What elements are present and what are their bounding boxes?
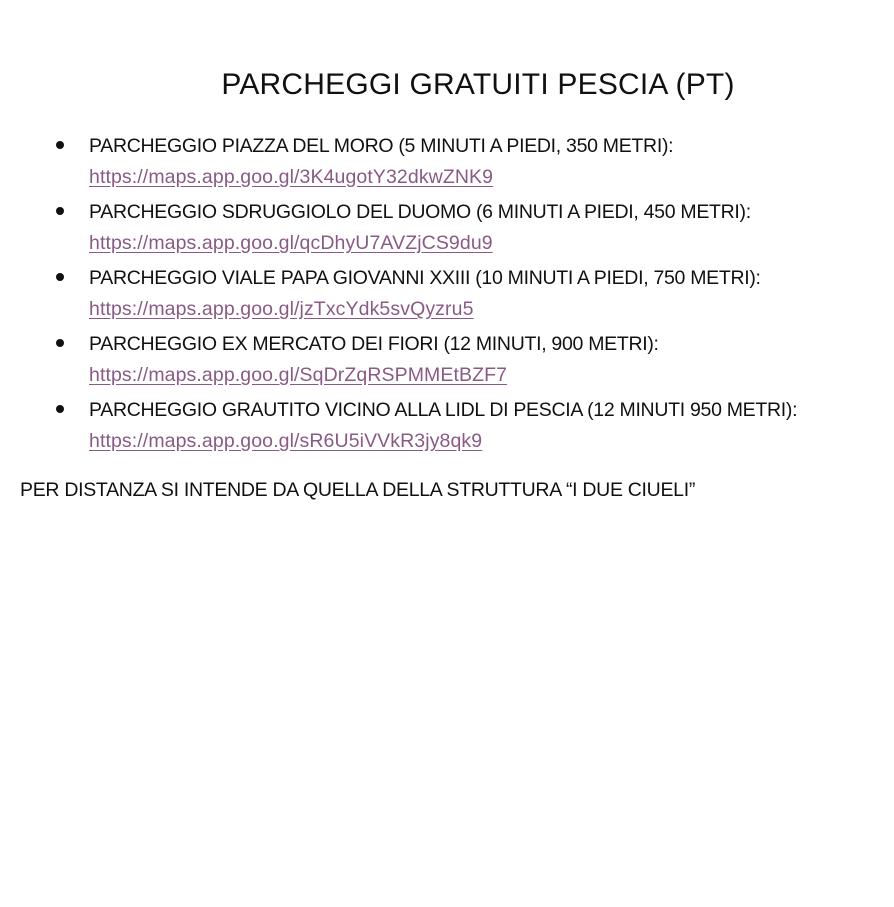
parking-description: PARCHEGGIO EX MERCATO DEI FIORI (12 MINUTI, 900 METRI):: [89, 333, 659, 355]
list-item: [0, 198, 797, 264]
maps-link[interactable]: https://maps.app.goo.gl/SqDrZqRSPMMEtBZF7: [89, 364, 508, 386]
bullet-icon: [56, 207, 64, 215]
parking-list: [0, 132, 797, 462]
parking-description: PARCHEGGIO SDRUGGIOLO DEL DUOMO (6 MINUTI A PIEDI, 450 METRI):: [89, 201, 751, 223]
bullet-icon: [56, 405, 64, 413]
list-item: [0, 132, 797, 198]
bullet-icon: [56, 141, 64, 149]
maps-link[interactable]: https://maps.app.goo.gl/3K4ugotY32dkwZNK9: [89, 166, 494, 188]
parking-description: PARCHEGGIO GRAUTITO VICINO ALLA LIDL DI PESCIA (12 MINUTI 950 METRI):: [89, 399, 798, 421]
parking-description: PARCHEGGIO PIAZZA DEL MORO (5 MINUTI A PIEDI, 350 METRI):: [89, 135, 674, 157]
parking-description: PARCHEGGIO VIALE PAPA GIOVANNI XXIII (10 MINUTI A PIEDI, 750 METRI):: [89, 267, 761, 289]
bullet-icon: [56, 273, 64, 281]
list-item: [0, 330, 797, 396]
maps-link[interactable]: https://maps.app.goo.gl/sR6U5iVVkR3jy8qk9: [89, 430, 483, 452]
bullet-icon: [56, 339, 64, 347]
maps-link[interactable]: https://maps.app.goo.gl/qcDhyU7AVZjCS9du9: [89, 232, 493, 254]
list-item: [0, 396, 797, 462]
distance-note: PER DISTANZA SI INTENDE DA QUELLA DELLA STRUTTURA “I DUE CIUELI”: [20, 479, 696, 501]
page-title: PARCHEGGI GRATUITI PESCIA (PT): [221, 68, 735, 101]
maps-link[interactable]: https://maps.app.goo.gl/jzTxcYdk5svQyzru5: [89, 298, 474, 320]
list-item: [0, 264, 797, 330]
